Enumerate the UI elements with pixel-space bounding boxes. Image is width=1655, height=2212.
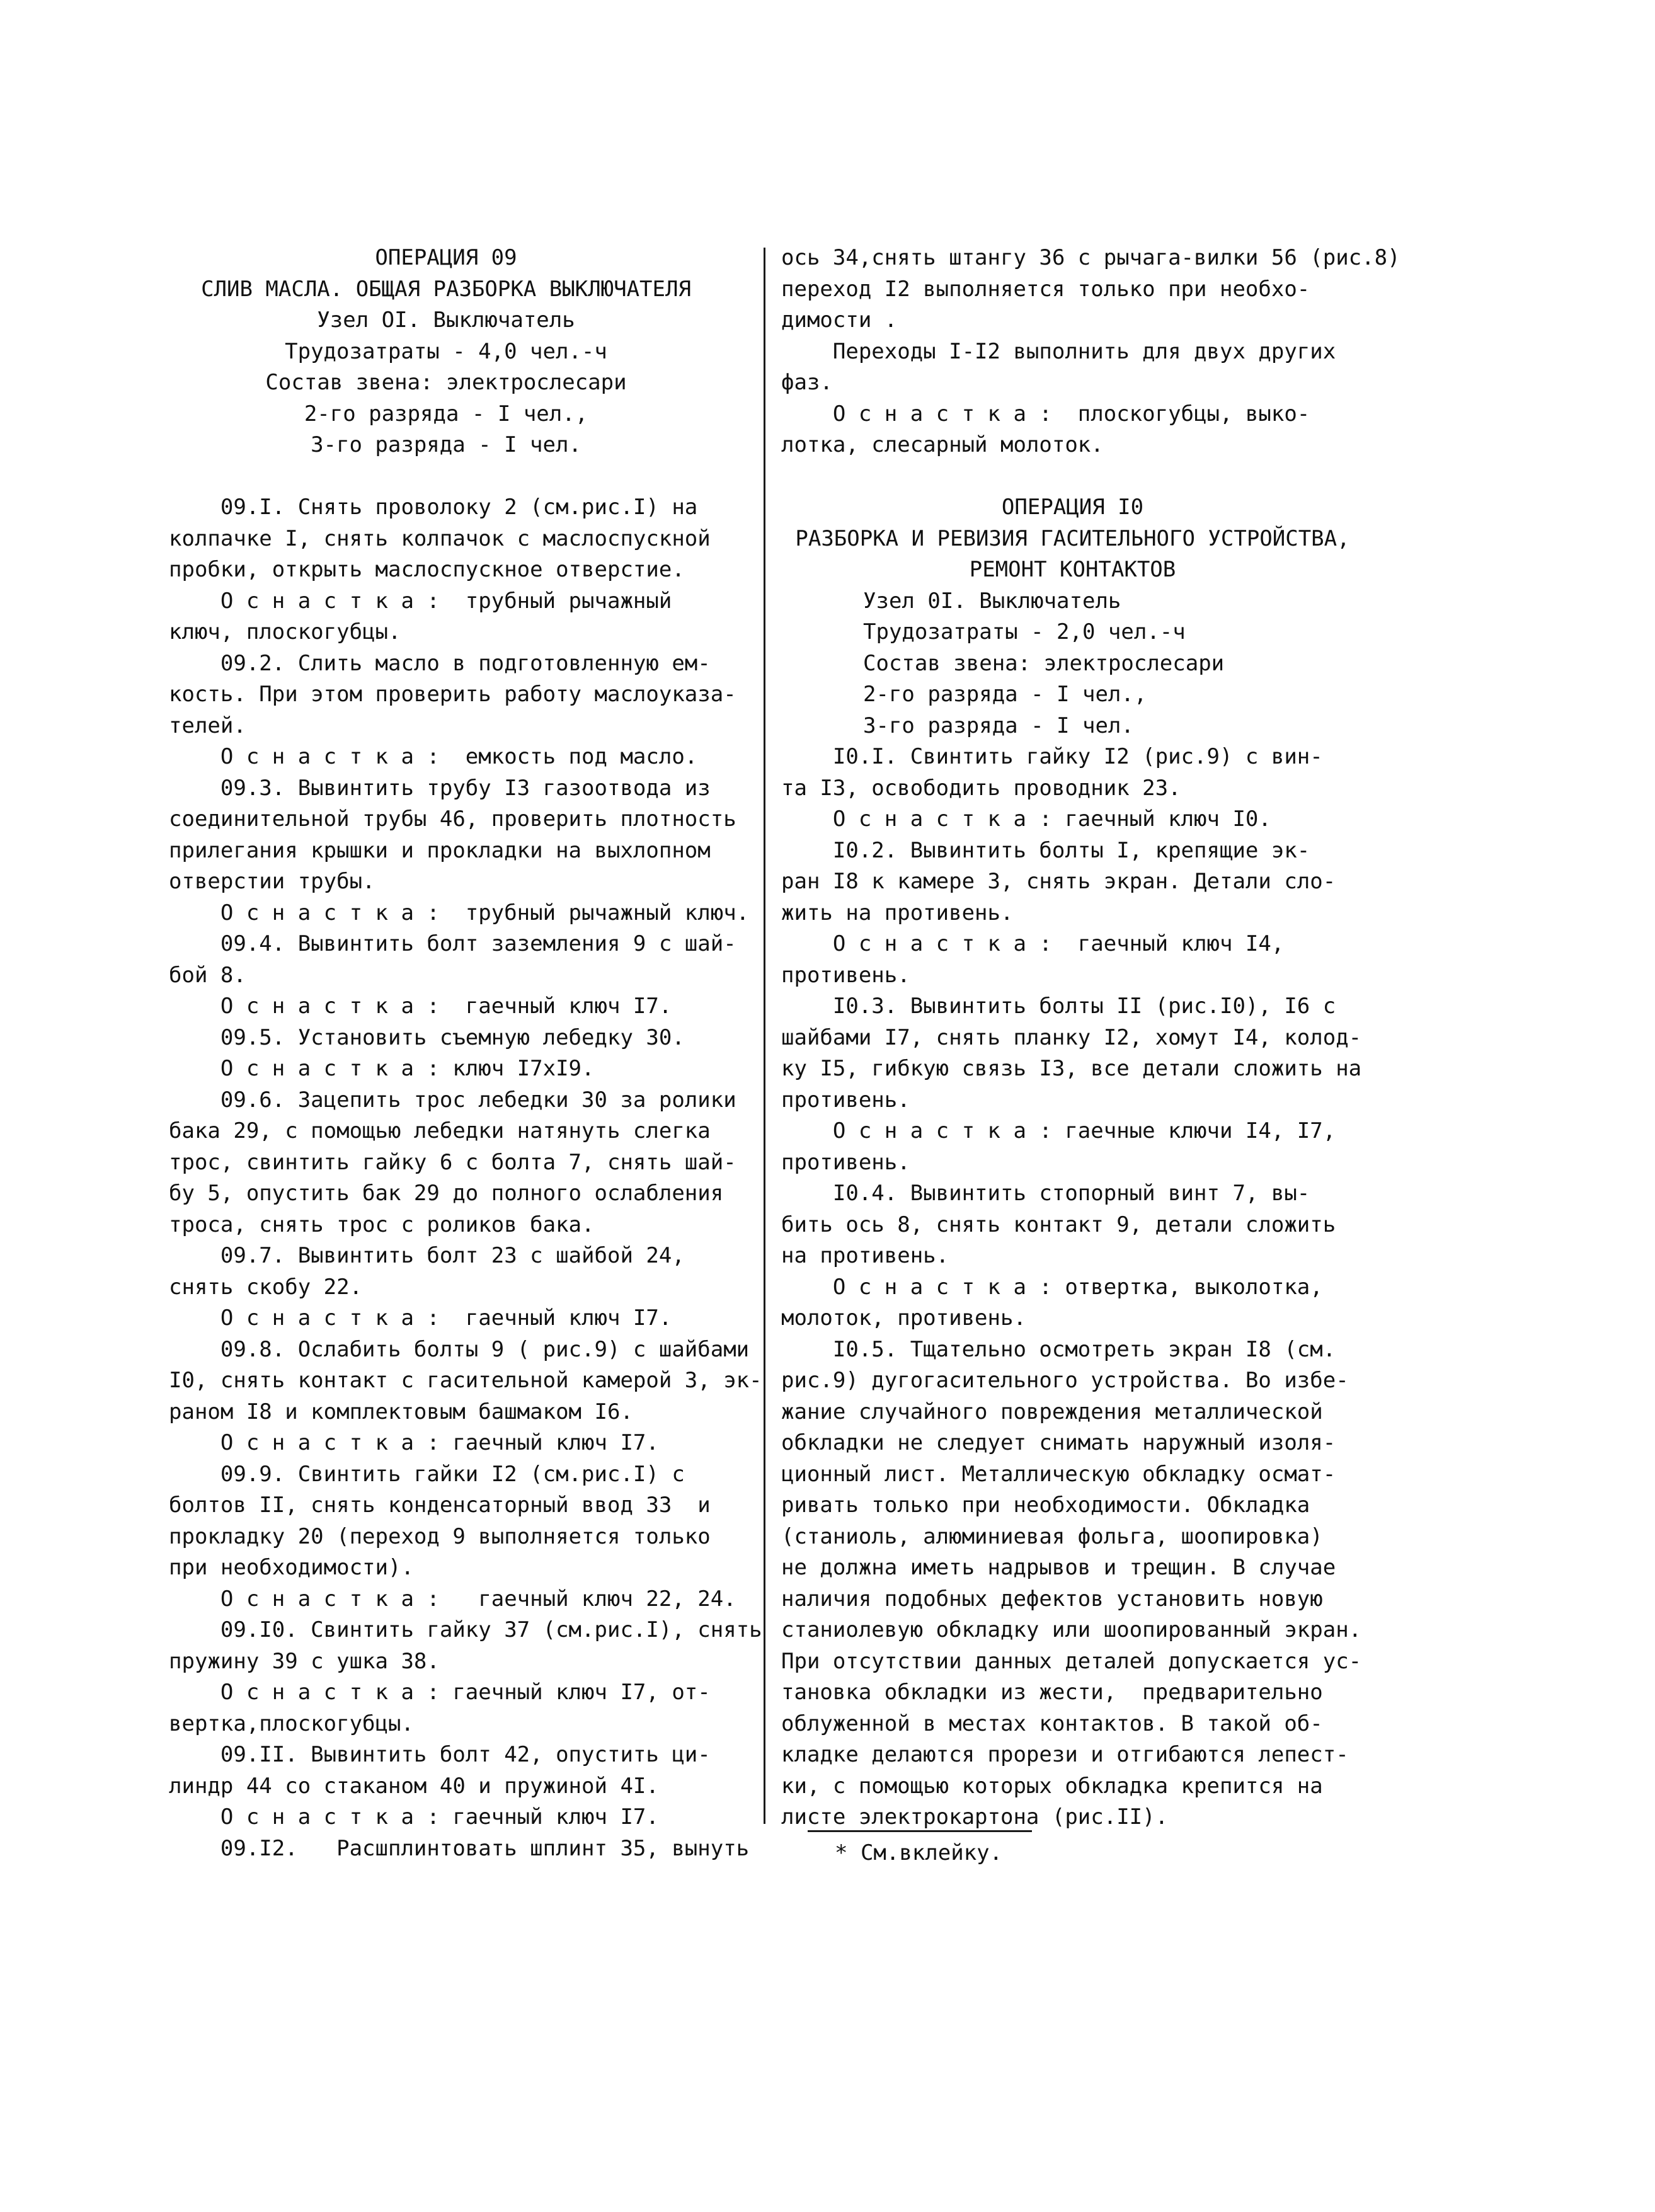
- text-line: листе электрокартона (рис.II).: [781, 1804, 1169, 1830]
- left-column: [169, 243, 762, 1864]
- text-line: ось 34,снять штангу 36 с рычага-вилки 56 (рис.8): [781, 245, 1400, 270]
- text-line: противень.: [781, 1149, 910, 1175]
- text-line: станиолевую обкладку или шоопированный экран.: [781, 1617, 1362, 1642]
- text-line: наличия подобных дефектов установить новую: [781, 1586, 1323, 1612]
- text-line: бака 29, с помощью лебедки натянуть слегка: [169, 1118, 711, 1143]
- text-line: I0.5. Тщательно осмотреть экран I8 (см.: [781, 1336, 1336, 1362]
- text-line: та I3, освободить проводник 23.: [781, 775, 1181, 801]
- text-line: облуженной в местах контактов. В такой об-: [781, 1711, 1323, 1736]
- text-line: противень.: [781, 962, 910, 988]
- text-line: Узел ОI. Выключатель: [317, 307, 575, 333]
- text-line: I0.3. Вывинтить болты II (рис.I0), I6 с: [781, 994, 1336, 1019]
- text-line: тановка обкладки из жести, предварительно: [781, 1680, 1323, 1705]
- text-line: 09.4. Вывинтить болт заземления 9 с шай-: [169, 931, 736, 956]
- column-divider: [764, 248, 765, 1824]
- text-line: кладке делаются прорези и отгибаются лепест-: [781, 1742, 1349, 1767]
- text-line: Переходы I-I2 выполнить для двух других: [781, 338, 1336, 364]
- text-line: ОПЕРАЦИЯ I0: [1001, 495, 1144, 520]
- text-line: (станиоль, алюминиевая фольга, шоопировка): [781, 1523, 1323, 1549]
- text-line: 2-го разряда - I чел.,: [304, 401, 588, 427]
- text-line: I0.4. Вывинтить стопорный винт 7, вы-: [781, 1181, 1310, 1206]
- text-line: 09.5. Установить съемную лебедку 30.: [169, 1024, 685, 1050]
- text-line: раном I8 и комплектовым башмаком I6.: [169, 1399, 633, 1424]
- footnote-rule: [808, 1830, 1032, 1832]
- text-line: лотка, слесарный молоток.: [781, 432, 1104, 457]
- text-line: шайбами I7, снять планку I2, хомут I4, колод-: [781, 1024, 1362, 1050]
- text-line: ционный лист. Металлическую обкладку осмат-: [781, 1461, 1336, 1487]
- text-line: на противень.: [781, 1243, 949, 1268]
- text-line: РЕМОНТ КОНТАКТОВ: [969, 557, 1176, 582]
- text-line: пружину 39 с ушка 38.: [169, 1648, 440, 1674]
- text-line: 09.6. Зацепить трос лебедки 30 за ролики: [169, 1087, 736, 1113]
- text-line: 09.9. Свинтить гайки I2 (см.рис.I) с: [169, 1461, 685, 1487]
- text-line: линдр 44 со стаканом 40 и пружиной 4I.: [169, 1773, 659, 1799]
- text-line: О с н а с т к а : гаечный ключ I7.: [169, 1305, 672, 1331]
- text-line: 09.8. Ослабить болты 9 ( рис.9) с шайбами: [169, 1336, 750, 1362]
- text-line: О с н а с т к а : трубный рычажный: [169, 588, 672, 614]
- text-line: О с н а с т к а : плоскогубцы, выко-: [781, 401, 1310, 427]
- text-line: I0.I. Свинтить гайку I2 (рис.9) с вин-: [781, 744, 1323, 769]
- text-line: Трудозатраты - 4,0 чел.-ч: [285, 338, 607, 364]
- text-line: О с н а с т к а : гаечный ключ I7.: [169, 994, 672, 1019]
- text-line: троса, снять трос с роликов бака.: [169, 1212, 595, 1237]
- text-line: Состав звена: электрослесари: [863, 650, 1225, 676]
- text-line: О с н а с т к а : гаечный ключ I7.: [169, 1804, 659, 1830]
- text-line: ран I8 к камере 3, снять экран. Детали сло-: [781, 869, 1336, 894]
- text-line: 09.3. Вывинтить трубу I3 газоотвода из: [169, 775, 711, 801]
- text-line: ОПЕРАЦИЯ 09: [375, 245, 517, 270]
- text-line: СЛИВ МАСЛА. ОБЩАЯ РАЗБОРКА ВЫКЛЮЧАТЕЛЯ: [201, 276, 691, 302]
- text-line: 09.I2. Расшплинтовать шплинт 35, вынуть: [169, 1835, 750, 1861]
- text-line: 09.7. Вывинтить болт 23 с шайбой 24,: [169, 1243, 685, 1268]
- text-line: переход I2 выполняется только при необхо-: [781, 276, 1310, 302]
- text-line: колпачке I, снять колпачок с маслоспускной: [169, 525, 711, 551]
- text-line: телей.: [169, 713, 246, 738]
- text-line: О с н а с т к а : гаечный ключ 22, 24.: [169, 1586, 736, 1612]
- text-line: 3-го разряда - I чел.: [863, 713, 1134, 738]
- text-line: О с н а с т к а : гаечный ключ I7.: [169, 1430, 659, 1455]
- text-line: димости .: [781, 307, 898, 333]
- text-line: О с н а с т к а : емкость под масло.: [169, 744, 698, 769]
- footnote: * См.вклейку.: [835, 1840, 1003, 1865]
- text-line: отверстии трубы.: [169, 869, 375, 894]
- text-line: молоток, противень.: [781, 1305, 1026, 1331]
- text-line: [781, 461, 1364, 493]
- text-line: вертка,плоскогубцы.: [169, 1711, 414, 1736]
- text-line: Узел 0I. Выключатель: [863, 588, 1121, 614]
- right-column: [781, 243, 1400, 1833]
- text-line: 09.II. Вывинтить болт 42, опустить ци-: [169, 1742, 711, 1767]
- text-line: О с н а с т к а : отвертка, выколотка,: [781, 1274, 1323, 1300]
- text-line: бить ось 8, снять контакт 9, детали сложить: [781, 1212, 1336, 1237]
- text-line: пробки, открыть маслоспускное отверстие.: [169, 557, 685, 582]
- text-line: прилегания крышки и прокладки на выхлопном: [169, 837, 711, 863]
- text-line: 2-го разряда - I чел.,: [863, 682, 1147, 707]
- text-line: прокладку 20 (переход 9 выполняется только: [169, 1523, 711, 1549]
- text-line: 09.2. Слить масло в подготовленную ем-: [169, 650, 711, 676]
- text-line: 3-го разряда - I чел.: [311, 432, 581, 457]
- text-line: Трудозатраты - 2,0 чел.-ч: [863, 619, 1186, 645]
- text-line: [169, 461, 723, 493]
- text-line: снять скобу 22.: [169, 1274, 363, 1300]
- text-line: болтов II, снять конденсаторный ввод 33 и: [169, 1493, 711, 1518]
- text-line: ривать только при необходимости. Обкладка: [781, 1493, 1310, 1518]
- text-line: I0, снять контакт с гасительной камерой 3, эк-: [169, 1368, 762, 1393]
- text-line: при необходимости).: [169, 1555, 414, 1580]
- text-line: трос, свинтить гайку 6 с болта 7, снять шай-: [169, 1149, 736, 1175]
- text-line: не должна иметь надрывов и трещин. В случае: [781, 1555, 1336, 1580]
- text-line: О с н а с т к а : гаечный ключ I0.: [781, 806, 1271, 832]
- text-line: О с н а с т к а : гаечный ключ I7, от-: [169, 1680, 711, 1705]
- text-line: ключ, плоскогубцы.: [169, 619, 401, 645]
- text-line: О с н а с т к а : гаечный ключ I4,: [781, 931, 1285, 956]
- text-line: ку I5, гибкую связь I3, все детали сложить на: [781, 1056, 1362, 1081]
- text-line: жание случайного повреждения металлической: [781, 1399, 1323, 1424]
- text-line: обкладки не следует снимать наружный изоля-: [781, 1430, 1336, 1455]
- text-line: I0.2. Вывинтить болты I, крепящие эк-: [781, 837, 1310, 863]
- text-line: жить на противень.: [781, 900, 1014, 925]
- text-line: О с н а с т к а : трубный рычажный ключ.: [169, 900, 750, 925]
- text-line: кость. При этом проверить работу маслоуказа-: [169, 682, 736, 707]
- text-line: бой 8.: [169, 962, 246, 988]
- text-line: Состав звена: электрослесари: [265, 370, 627, 395]
- text-line: О с н а с т к а : ключ I7xI9.: [169, 1056, 595, 1081]
- text-line: 09.I. Снять проволоку 2 (см.рис.I) на: [169, 495, 698, 520]
- text-line: противень.: [781, 1087, 910, 1113]
- text-line: рис.9) дугогасительного устройства. Во избе-: [781, 1368, 1349, 1393]
- text-line: бу 5, опустить бак 29 до полного ослабления: [169, 1181, 724, 1206]
- text-line: При отсутствии данных деталей допускается ус-: [781, 1648, 1362, 1674]
- text-line: фаз.: [781, 370, 833, 395]
- text-line: О с н а с т к а : гаечные ключи I4, I7,: [781, 1118, 1336, 1143]
- text-line: РАЗБОРКА И РЕВИЗИЯ ГАСИТЕЛЬНОГО УСТРОЙСТВА,: [795, 525, 1350, 551]
- text-line: 09.I0. Свинтить гайку 37 (см.рис.I), снять: [169, 1617, 762, 1642]
- text-line: соединительной трубы 46, проверить плотность: [169, 806, 736, 832]
- text-line: ки, с помощью которых обкладка крепится на: [781, 1773, 1323, 1799]
